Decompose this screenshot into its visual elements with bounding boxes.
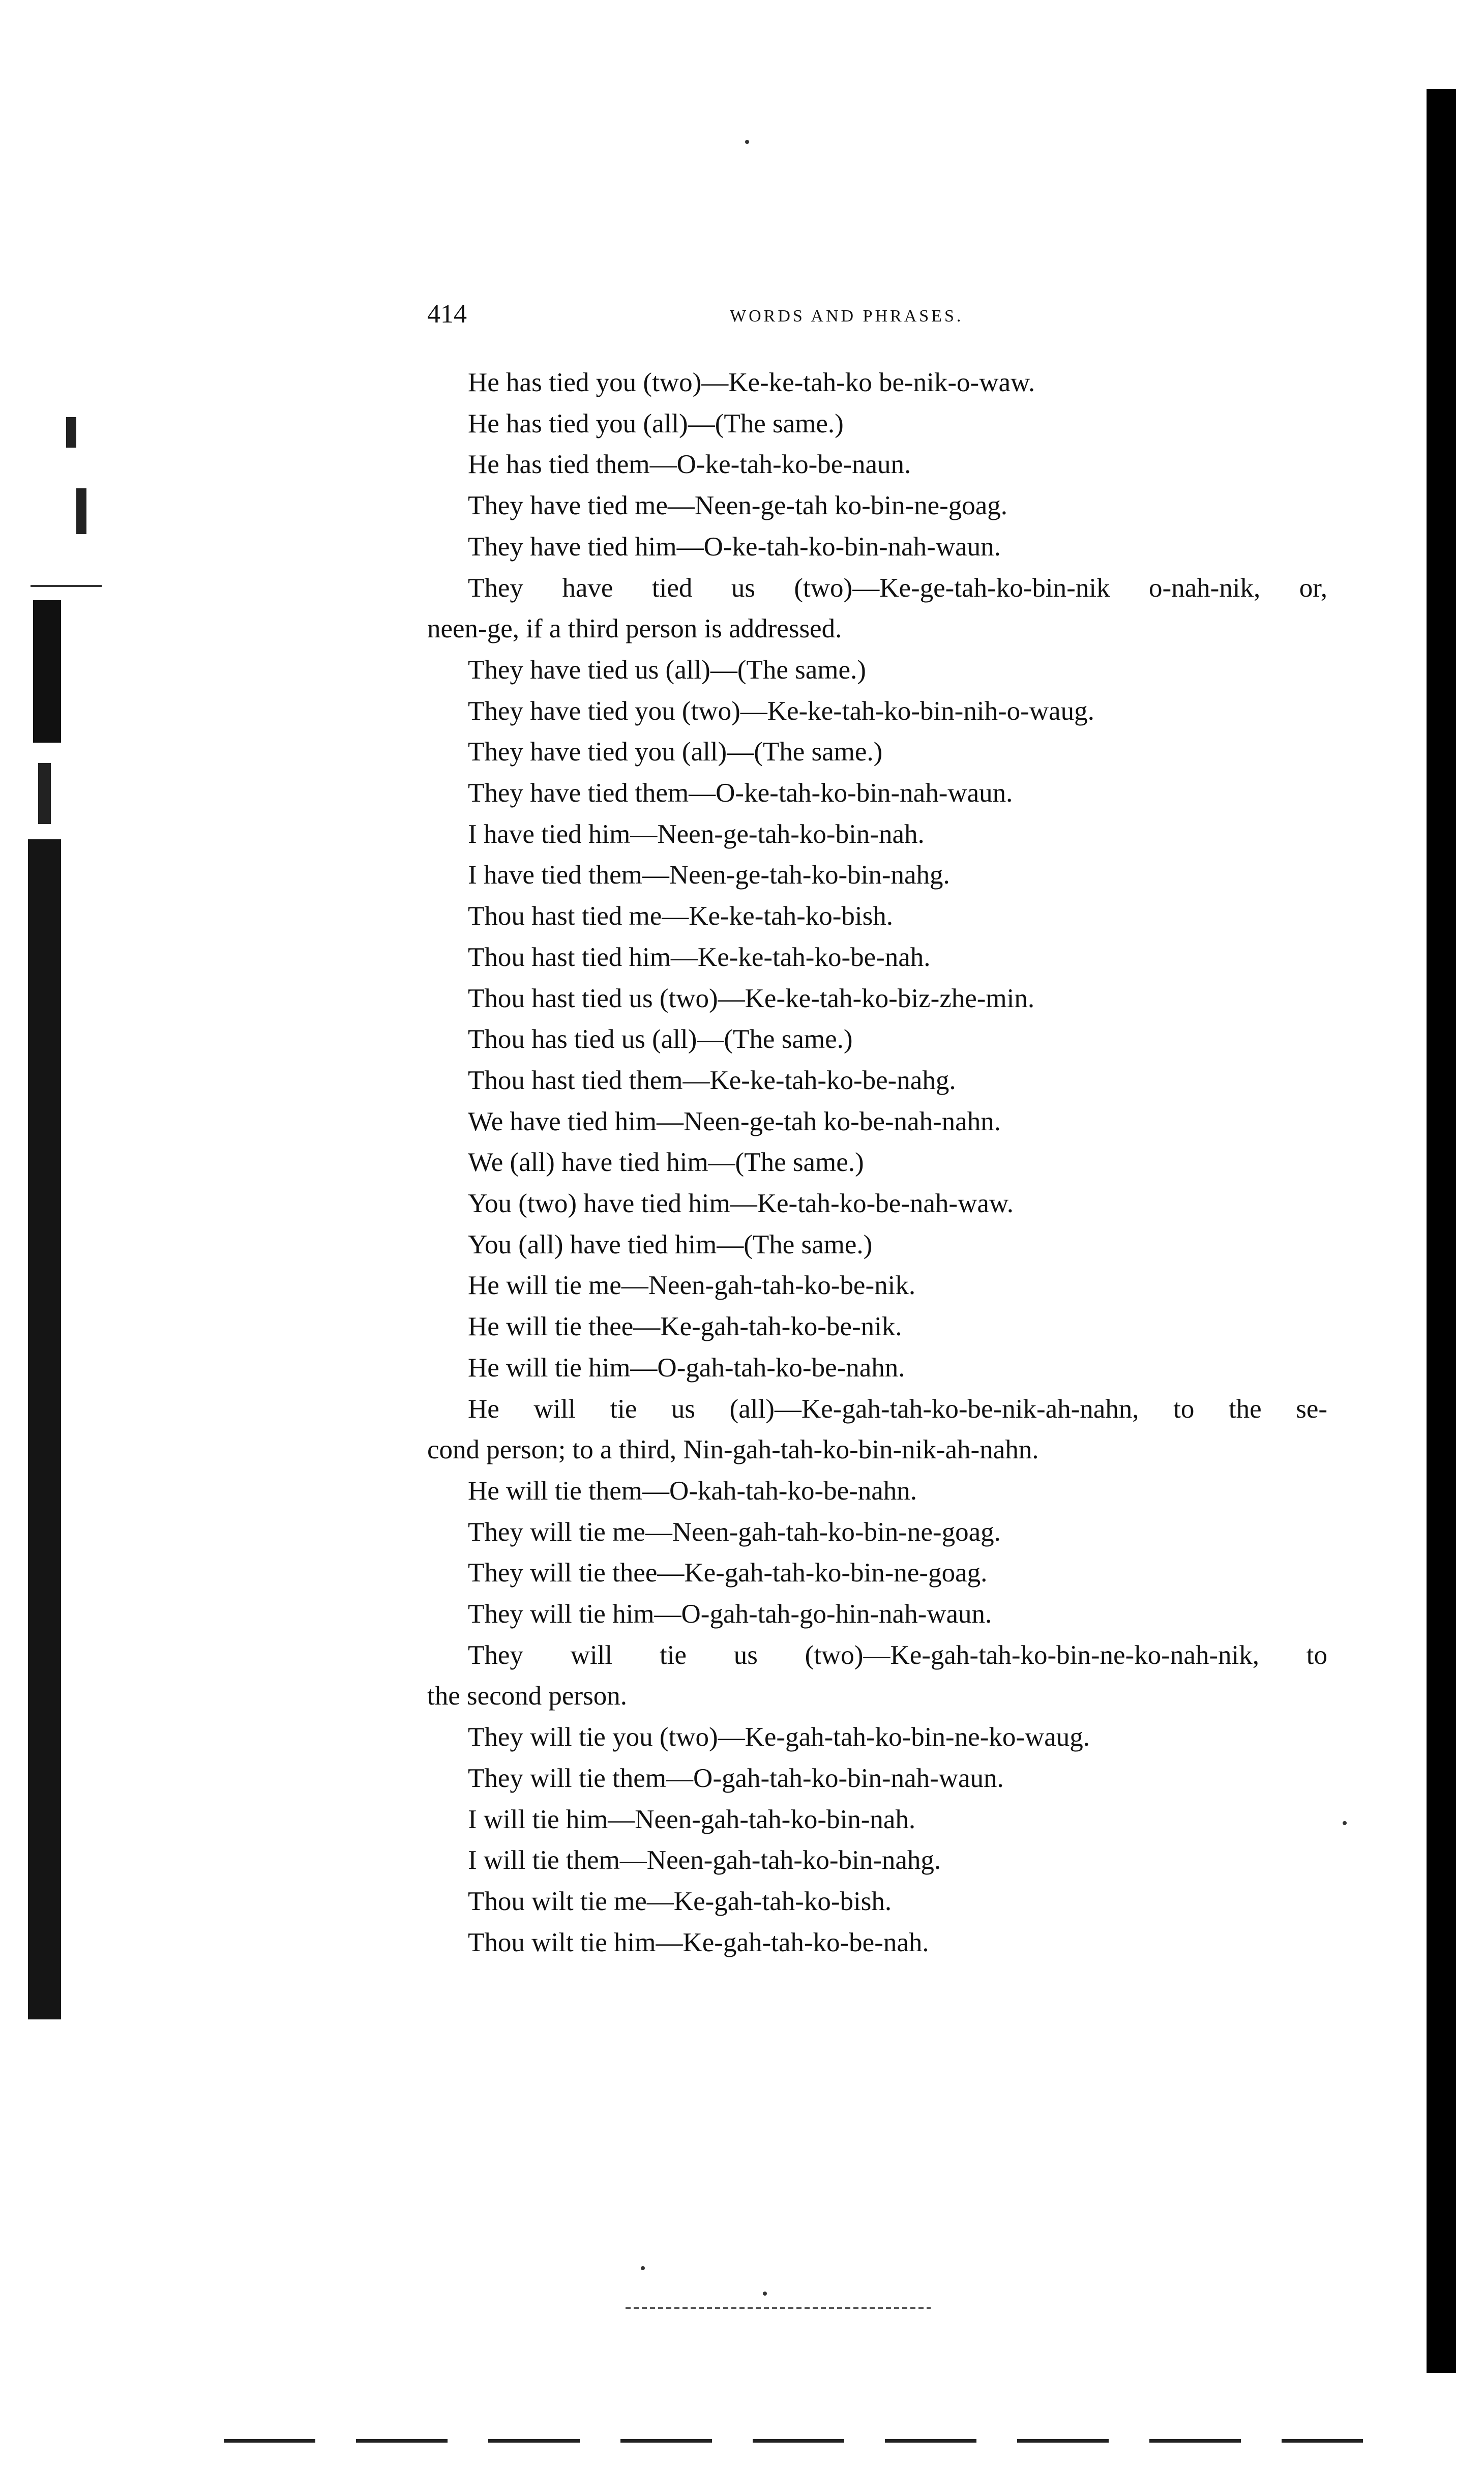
text-line: He will tie us (all)—Ke-gah-tah-ko-be-nik-ah-nahn, to the se- <box>468 1394 1327 1424</box>
scan-speck <box>1343 1821 1347 1825</box>
text-line: They will tie you (two)—Ke-gah-tah-ko-bin-ne-ko-waug. <box>468 1722 1090 1752</box>
text-line: the second person. <box>427 1681 627 1711</box>
scan-margin-shadow <box>28 839 61 2019</box>
scan-right-edge-bar <box>1427 89 1456 2373</box>
text-line: I have tied them—Neen-ge-tah-ko-bin-nahg. <box>468 860 950 890</box>
text-line: We (all) have tied him—(The same.) <box>468 1148 864 1178</box>
text-line: I have tied him—Neen-ge-tah-ko-bin-nah. <box>468 819 925 849</box>
text-line: They have tied you (two)—Ke-ke-tah-ko-bin-nih-o-waug. <box>468 696 1094 726</box>
text-line: We have tied him—Neen-ge-tah ko-be-nah-nahn. <box>468 1106 1001 1136</box>
text-line: cond person; to a third, Nin-gah-tah-ko-bin-nik-ah-nahn. <box>427 1435 1039 1465</box>
scan-bottom-dashes <box>626 2307 931 2309</box>
page-header <box>427 298 1043 333</box>
text-line: They will tie thee—Ke-gah-tah-ko-bin-ne-goag. <box>468 1558 988 1588</box>
text-line: Thou hast tied me—Ke-ke-tah-ko-bish. <box>468 901 893 931</box>
scan-speck <box>745 140 749 144</box>
text-line: They have tied him—O-ke-tah-ko-bin-nah-waun. <box>468 532 1001 562</box>
text-line: He will tie them—O-kah-tah-ko-be-nahn. <box>468 1476 917 1506</box>
scan-speck <box>641 2266 645 2270</box>
scan-speck <box>763 2292 767 2296</box>
text-line: They have tied us (all)—(The same.) <box>468 655 866 685</box>
scan-bottom-edge <box>224 2439 1363 2443</box>
text-line: He will tie me—Neen-gah-tah-ko-be-nik. <box>468 1271 916 1301</box>
text-line: You (two) have tied him—Ke-tah-ko-be-nah-waw. <box>468 1189 1014 1218</box>
text-line: He will tie thee—Ke-gah-tah-ko-be-nik. <box>468 1312 902 1342</box>
text-line: He has tied you (two)—Ke-ke-tah-ko be-nik-o-waw. <box>468 368 1035 397</box>
text-line: He has tied them—O-ke-tah-ko-be-naun. <box>468 450 911 480</box>
text-line: They have tied them—O-ke-tah-ko-bin-nah-waun. <box>468 778 1013 808</box>
scan-margin-rule <box>31 585 102 587</box>
text-line: They will tie us (two)—Ke-gah-tah-ko-bin-ne-ko-nah-nik, to <box>468 1640 1327 1670</box>
text-line: Thou hast tied him—Ke-ke-tah-ko-be-nah. <box>468 942 931 972</box>
text-line: They will tie me—Neen-gah-tah-ko-bin-ne-goag. <box>468 1517 1001 1547</box>
text-line: I will tie him—Neen-gah-tah-ko-bin-nah. <box>468 1804 916 1834</box>
text-line: They will tie him—O-gah-tah-go-hin-nah-waun. <box>468 1599 992 1629</box>
text-line: Thou wilt tie me—Ke-gah-tah-ko-bish. <box>468 1886 892 1916</box>
scan-margin-shadow <box>33 600 61 743</box>
text-line: They have tied you (all)—(The same.) <box>468 737 883 767</box>
running-head: WORDS AND PHRASES. <box>730 307 964 326</box>
scan-margin-shadow <box>38 763 51 824</box>
text-line: Thou has tied us (all)—(The same.) <box>468 1024 853 1054</box>
text-line: Thou hast tied them—Ke-ke-tah-ko-be-nahg. <box>468 1065 956 1095</box>
scan-margin-mark <box>66 417 76 448</box>
text-line: Thou wilt tie him—Ke-gah-tah-ko-be-nah. <box>468 1927 929 1957</box>
text-line: Thou hast tied us (two)—Ke-ke-tah-ko-biz-zhe-min. <box>468 983 1035 1013</box>
scan-margin-mark <box>76 488 86 534</box>
text-line: They have tied us (two)—Ke-ge-tah-ko-bin-nik o-nah-nik, or, <box>468 573 1327 603</box>
text-line: They will tie them—O-gah-tah-ko-bin-nah-waun. <box>468 1763 1004 1793</box>
text-line: He has tied you (all)—(The same.) <box>468 408 844 438</box>
text-line: He will tie him—O-gah-tah-ko-be-nahn. <box>468 1353 905 1383</box>
text-line: You (all) have tied him—(The same.) <box>468 1229 873 1259</box>
page-number: 414 <box>427 300 467 329</box>
text-line: They have tied me—Neen-ge-tah ko-bin-ne-goag. <box>468 491 1008 521</box>
text-line: I will tie them—Neen-gah-tah-ko-bin-nahg. <box>468 1845 941 1875</box>
text-line: neen-ge, if a third person is addressed. <box>427 614 842 644</box>
